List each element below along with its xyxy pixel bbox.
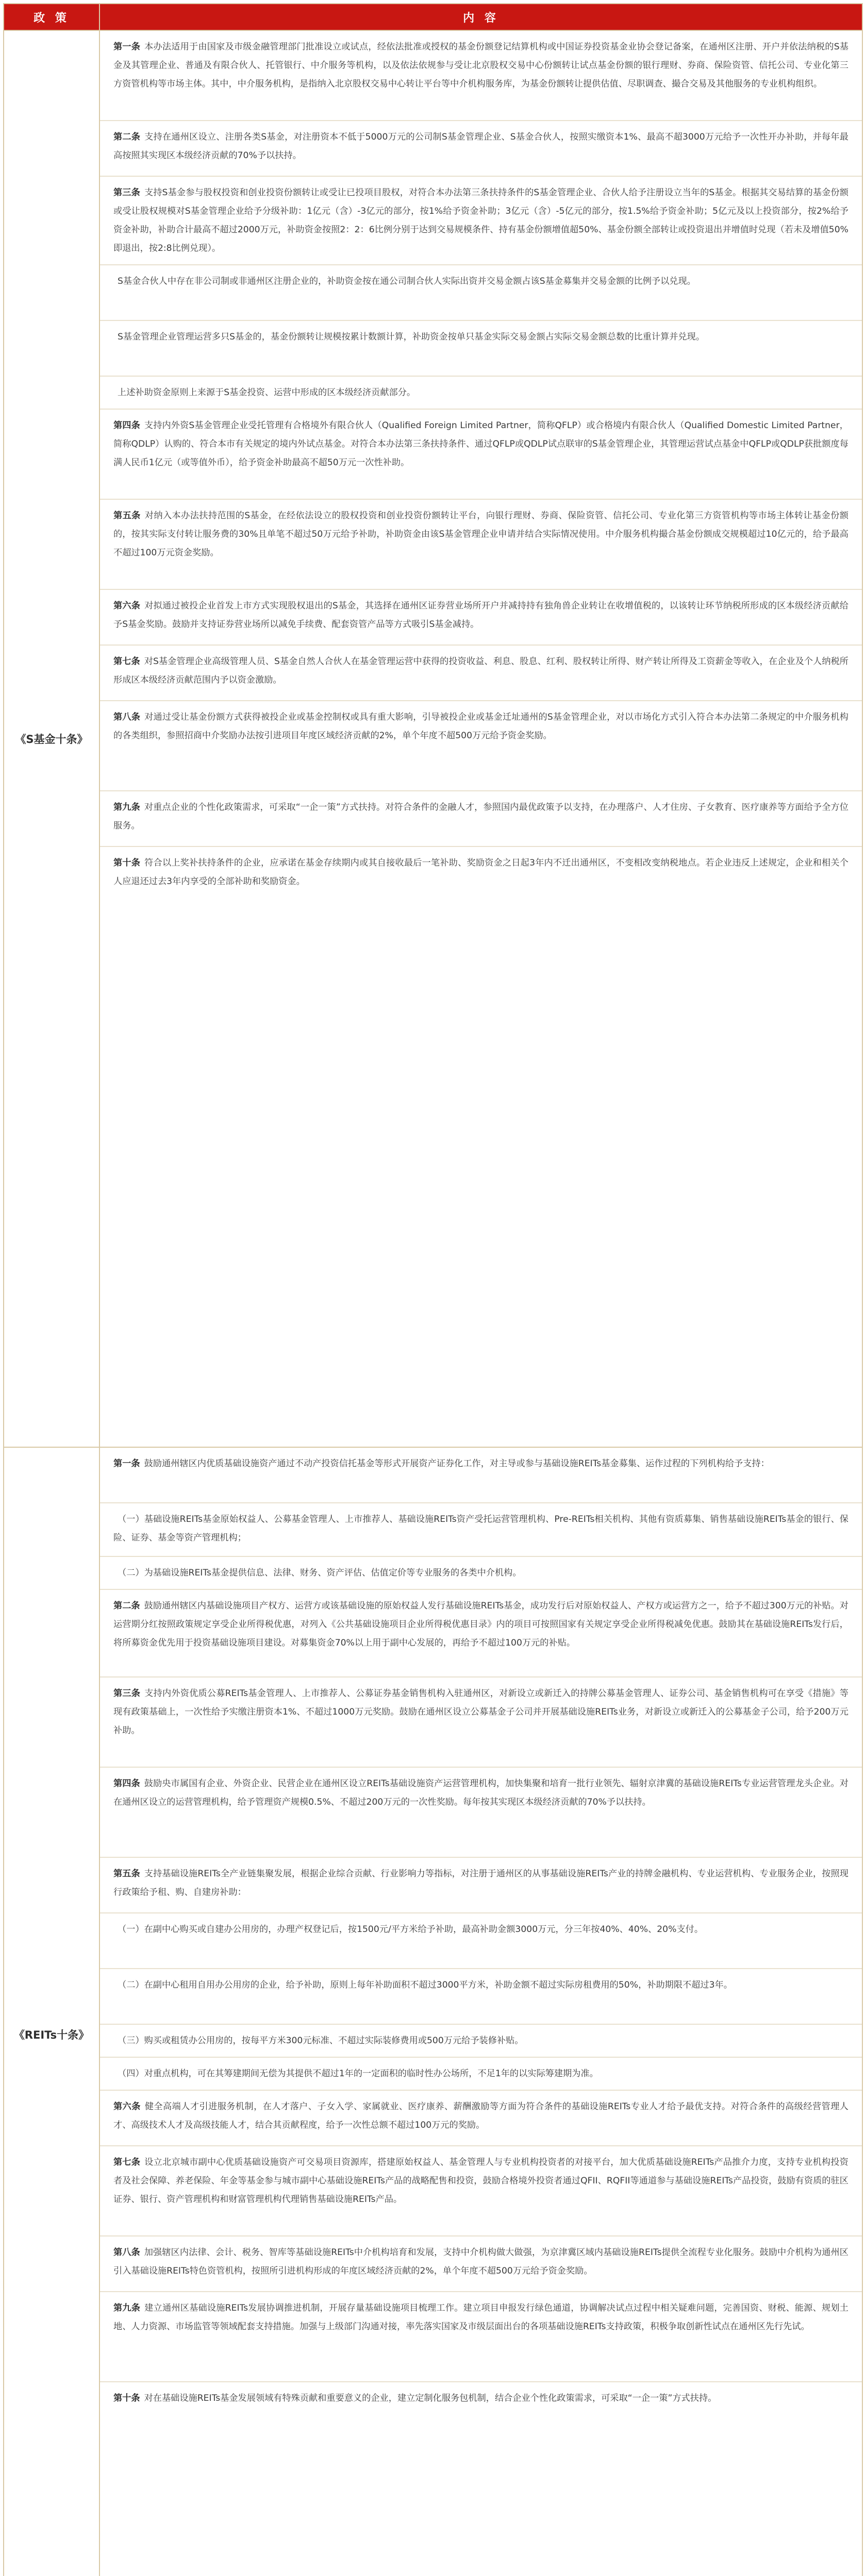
article-paragraph <box>100 121 862 177</box>
article-text: 本办法适用于由国家及市级金融管理部门批准设立或试点，经依法批准或授权的基金份额登记结算机构或中国证券投资基金业协会登记备案，在通州区注册、开户并依法纳税的S基金及其管理企业、普通及有限合伙人、托管银行、中介服务等机构，以及依法依规参与受让北京股权交易中心份额转让试点基金份额的银行理财、券商、保险资管、信托公司、专业化第三方资管机构等市场主体。其中，中介服务机构，是指纳入北京股权交易中心转让平台等中介机构服务库，为基金份额转让提供估值、尽职调查、撮合交易及其他服务的专业机构组织。 <box>113 42 848 89</box>
article-paragraph <box>100 2236 862 2292</box>
article-paragraph <box>100 500 862 590</box>
article-number: 第六条 <box>113 2102 141 2112</box>
article-paragraph <box>100 1557 862 1590</box>
article-paragraph <box>100 1503 862 1557</box>
article-text: （二）为基础设施REITs基金提供信息、法律、财务、资产评估、估值定价等专业服务的各类中介机构。 <box>118 1568 522 1578</box>
article-text: 鼓励央市属国有企业、外资企业、民营企业在通州区设立REITs基础设施资产运营管理机构，加快集聚和培育一批行业领先、辐射京津冀的基础设施REITs专业运营管理龙头企业。对在通州区设立的运营管理机构，给予管理资产规模0.5%、不超过200万元的一次性奖励。每年按其实现区本级经济贡献的70%予以扶持。 <box>113 1778 848 1807</box>
article-paragraph <box>100 2382 862 2414</box>
table-header <box>4 4 862 30</box>
article-paragraph <box>100 701 862 791</box>
article-paragraph <box>100 1448 862 1503</box>
section-label-reits: 《REITs十条》 <box>4 1447 99 2576</box>
section-reits <box>4 1447 862 2576</box>
article-number: 第四条 <box>113 1778 140 1789</box>
article-number: 第六条 <box>113 601 141 611</box>
section-content-s-fund <box>99 30 862 1447</box>
article-number: 第四条 <box>113 420 140 431</box>
article-paragraph <box>100 646 862 701</box>
section-label-s-fund: 《S基金十条》 <box>4 30 99 1447</box>
article-paragraph <box>100 1969 862 2025</box>
article-number: 第二条 <box>113 1601 140 1611</box>
article-paragraph <box>100 1913 862 1969</box>
article-paragraph <box>100 1677 862 1768</box>
article-text: （一）在副中心购买或自建办公用房的，办理产权登记后，按1500元/平方米给予补助，最高补助金额3000万元，分三年按40%、40%、20%支付。 <box>118 1924 704 1935</box>
article-paragraph <box>100 2058 862 2091</box>
article-paragraph <box>100 1858 862 1913</box>
article-paragraph <box>100 410 862 500</box>
section-content-reits <box>99 1447 862 2576</box>
article-text: 支持内外资优质公募REITs基金管理人、上市推荐人、公募证券基金销售机构入驻通州区，对新设立或新迁入的持牌公募基金管理人、证券公司、基金销售机构可在享受《措施》等现有政策基础上，一次性给予实缴注册资本1%、不超过1000万元奖励。鼓励在通州区设立公募基金子公司并开展基础设施REITs业务，对新设立或新迁入的公募基金子公司，给予200万元补助。 <box>113 1688 848 1736</box>
article-number: 第九条 <box>113 2303 141 2313</box>
article-paragraph <box>100 2146 862 2236</box>
article-paragraph <box>100 177 862 265</box>
article-text: 设立北京城市副中心优质基础设施资产可交易项目资源库，搭建原始权益人、基金管理人与专业机构投资者的对接平台，加大优质基础设施REITs产品推介力度，支持专业机构投资者及社会保障、养老保险、年金等基金参与城市副中心基础设施REITs产品的战略配售和投资，鼓励合格境外投资者通过QFII、RQFII等通道参与基础设施REITs产品投资，鼓励有资质的驻区证券、银行、资产管理机构和财富管理机构代理销售基础设施REITs产品。 <box>113 2157 848 2205</box>
article-text: 健全高端人才引进服务机制，在人才落户、子女入学、家属就业、医疗康养、薪酬激励等方面为符合条件的基础设施REITs专业人才给予最优支持。对符合条件的高级经营管理人才、高级技术人才及高级技能人才，结合其贡献程度，给予一次性总额不超过100万元的奖励。 <box>113 2102 848 2130</box>
policy-table <box>3 3 863 2576</box>
article-number: 第一条 <box>113 42 141 52</box>
article-number: 第一条 <box>113 1459 140 1469</box>
article-number: 第七条 <box>113 2157 141 2167</box>
article-text: 加强辖区内法律、会计、税务、智库等基础设施REITs中介机构培育和发展，支持中介机构做大做强，为京津冀区域内基础设施REITs提供全流程专业化服务。鼓励中介机构为通州区引入基础设施REITs特色资管机构，按照所引进机构形成的年度区域经济贡献的2%，单个年度不超500万元给予资金奖励。 <box>113 2247 848 2276</box>
article-text: （四）对重点机构，可在其筹建期间无偿为其提供不超过1年的一定面积的临时性办公场所，不足1年的以实际筹建期为准。 <box>118 2069 598 2079</box>
article-number: 第三条 <box>113 188 140 198</box>
article-number: 第七条 <box>113 656 140 667</box>
article-text: 支持内外资S基金管理企业受托管理有合格境外有限合伙人（Qualified Foreign Limited Partner，简称QFLP）或合格境内有限合伙人（Qualified Domestic Limited Partner，简称QDLP）认购的、符合本市有关规定的境内外试点基金。对符合本办法第三条扶持条件、通过QFLP或QDLP试点联审的S基金管理企业，其管理运营试点基金中QFLP或QDLP获批额度每满人民币1亿元（或等值外币），给予资金补助最高不超50万元一次性补助。 <box>113 420 848 468</box>
article-text: 建立通州区基础设施REITs发展协调推进机制，开展存量基础设施项目梳理工作。建立项目申报发行绿色通道，协调解决试点过程中相关疑难问题，完善国资、财税、能源、规划土地、人力资源、市场监管等领域配套支持措施。加强与上级部门沟通对接，率先落实国家及市级层面出台的各项基础设施REITs支持政策，积极争取创新性试点在通州区先行先试。 <box>113 2303 848 2332</box>
article-text: （二）在副中心租用自用办公用房的企业，给予补助，原则上每年补助面积不超过3000平方米，补助金额不超过实际房租费用的50%，补助期限不超过3年。 <box>118 1980 732 1990</box>
article-paragraph <box>100 377 862 410</box>
article-number: 第三条 <box>113 1688 141 1699</box>
article-text: 支持基础设施REITs全产业链集聚发展，根据企业综合贡献、行业影响力等指标，对注册于通州区的从事基础设施REITs产业的持牌金融机构、专业运营机构、专业服务企业，按照现行政策给予租、购、自建房补助： <box>113 1869 848 1897</box>
article-text: 对纳入本办法扶持范围的S基金，在经依法设立的股权投资和创业投资份额转让平台，向银行理财、券商、保险资管、信托公司、专业化第三方资管机构等市场主体转让基金份额的，按其实际支付转让服务费的30%且单笔不超过50万元给予补助，补助资金由该S基金管理企业申请并结合实际情况使用。中介服务机构撮合基金份额成交规模超过10亿元的，给予最高不超过100万元资金奖励。 <box>113 511 848 558</box>
article-number: 第八条 <box>113 2247 140 2258</box>
article-number: 第二条 <box>113 132 141 142</box>
article-paragraph <box>100 847 862 903</box>
article-text: 上述补助资金原则上来源于S基金投资、运营中形成的区本级经济贡献部分。 <box>118 387 416 398</box>
article-text: 支持S基金参与股权投资和创业投资份额转让或受让已投项目股权，对符合本办法第三条扶持条件的S基金管理企业、合伙人给予注册设立当年的S基金。根据其交易结算的基金份额或受让股权规模对S基金管理企业给予分级补助：1亿元（含）-3亿元的部分，按1%给予资金补助；3亿元（含）-5亿元的部分，按1.5%给予资金补助；5亿元及以上投资部分，按2%给予资金补助，补助合计最高不超过2000万元，补助资金按照2：2：6比例分别于达到交易规模条件、持有基金份额增值超50%、基金份额全部转让或投资退出并增值时兑现（若未及增值50%即退出，按2:8比例兑现）。 <box>113 188 848 253</box>
article-text: 鼓励通州辖区内基础设施项目产权方、运营方或该基础设施的原始权益人发行基础设施REITs基金，成功发行后对原始权益人、产权方或运营方之一，给予不超过300万元的补贴。对运营期分红按照政策规定享受企业所得税优惠，对列入《公共基础设施项目企业所得税优惠目录》内的项目可按照国家有关规定享受企业所得税减免优惠。鼓励其在基础设施REITs发行后，将所募资金优先用于投资基础设施项目建设。对募集资金70%以上用于副中心发展的，再给予不超过100万元的补贴。 <box>113 1601 848 1648</box>
article-text: 对拟通过被投企业首发上市方式实现股权退出的S基金，其选择在通州区证券营业场所开户并减持持有独角兽企业转让在收增值税的，以该转让环节纳税所形成的区本级经济贡献给予S基金奖励。鼓励并支持证券营业场所以减免手续费、配套资管产品等方式吸引S基金减持。 <box>113 601 848 630</box>
article-paragraph <box>100 265 862 321</box>
article-number: 第五条 <box>113 1869 140 1879</box>
article-number: 第五条 <box>113 511 141 521</box>
article-number: 第九条 <box>113 802 140 812</box>
article-text: 对重点企业的个性化政策需求，可采取“一企一策”方式扶持。对符合条件的金融人才，参照国内最优政策予以支持，在办理落户、人才住房、子女教育、医疗康养等方面给予全方位服务。 <box>113 802 848 831</box>
article-paragraph <box>100 2091 862 2146</box>
article-paragraph <box>100 31 862 121</box>
article-paragraph <box>100 590 862 646</box>
article-text: 对通过受让基金份额方式获得被投企业或基金控制权或具有重大影响，引导被投企业或基金迁址通州的S基金管理企业，对以市场化方式引入符合本办法第二条规定的中介服务机构的各类组织，参照招商中介奖励办法按引进项目年度区域经济贡献的2%，单个年度不超500万元给予资金奖励。 <box>113 712 848 741</box>
article-text: 对在基础设施REITs基金发展领域有特殊贡献和重要意义的企业，建立定制化服务包机制，结合企业个性化政策需求，可采取“一企一策”方式扶持。 <box>144 2393 717 2403</box>
header-content: 内 容 <box>99 4 862 30</box>
article-text: （三）购买或租赁办公用房的，按每平方米300元标准、不超过实际装修费用或500万元给予装修补贴。 <box>118 2036 524 2046</box>
article-paragraph <box>100 1768 862 1858</box>
header-policy: 政 策 <box>4 4 99 30</box>
section-s-fund <box>4 30 862 1447</box>
article-text: S基金合伙人中存在非公司制或非通州区注册企业的，补助资金按在通公司制合伙人实际出资并交易金额占该S基金募集并交易金额的比例予以兑现。 <box>118 276 696 286</box>
article-paragraph <box>100 2025 862 2058</box>
article-text: 鼓励通州辖区内优质基础设施资产通过不动产投资信托基金等形式开展资产证券化工作，对主导或参与基础设施REITs基金募集、运作过程的下列机构给予支持： <box>144 1459 770 1469</box>
article-text: 符合以上奖补扶持条件的企业，应承诺在基金存续期内或其自接收最后一笔补助、奖励资金之日起3年内不迁出通州区，不变相改变纳税地点。若企业违反上述规定，企业和相关个人应退还过去3年内享受的全部补助和奖励资金。 <box>113 858 848 887</box>
article-number: 第十条 <box>113 2393 140 2403</box>
article-text: S基金管理企业管理运营多只S基金的，基金份额转让规模按累计数额计算，补助资金按单只基金实际交易金额占实际交易金额总数的比重计算并兑现。 <box>118 332 705 342</box>
article-paragraph <box>100 321 862 377</box>
article-text: 对S基金管理企业高级管理人员、S基金自然人合伙人在基金管理运营中获得的投资收益、利息、股息、红利、股权转让所得、财产转让所得及工资薪金等收入，在企业及个人纳税所形成区本级经济贡献范围内予以资金激励。 <box>113 656 848 685</box>
article-text: 支持在通州区设立、注册各类S基金，对注册资本不低于5000万元的公司制S基金管理企业、S基金合伙人，按照实缴资本1%、最高不超3000万元给予一次性开办补助，并每年最高按照其实现区本级经济贡献的70%予以扶持。 <box>113 132 848 161</box>
article-text: （一）基础设施REITs基金原始权益人、公募基金管理人、上市推荐人、基础设施REITs资产受托运营管理机构、Pre-REITs相关机构、其他有资质募集、销售基础设施REITs基金的银行、保险、证券、基金等资产管理机构； <box>113 1514 848 1543</box>
article-paragraph <box>100 791 862 847</box>
article-paragraph <box>100 2292 862 2382</box>
article-number: 第八条 <box>113 712 141 722</box>
article-number: 第十条 <box>113 858 141 868</box>
article-paragraph <box>100 1590 862 1677</box>
